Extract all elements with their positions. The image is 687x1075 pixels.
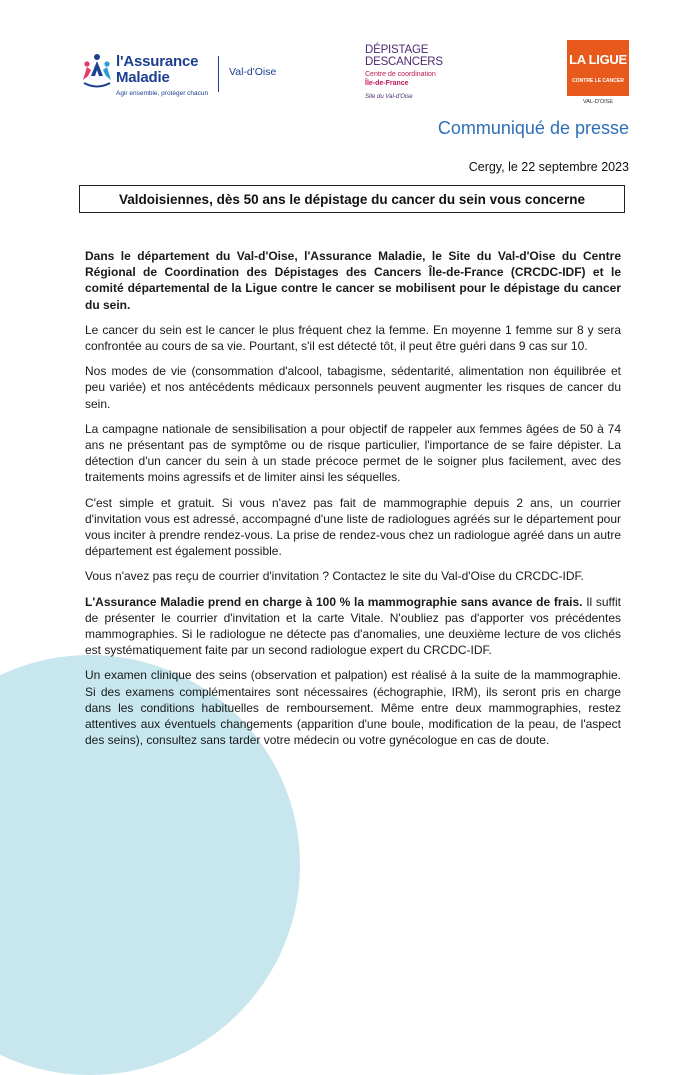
ligue-contre-cancer-logo xyxy=(567,40,629,96)
depistage-line1: DÉPISTAGE xyxy=(365,44,429,56)
paragraph-7: Un examen clinique des seins (observation et palpation) est réalisé à la suite de la mammographie. Si des examens complémentaires sont nécessaires (échographie, IRM), ils seront pris en charge dans les conditions habituelles de remboursement. Même entre deux mammographies, restez attentives aux éventuels changements (apparition d'une boule, modification de la peau, de l'aspect des seins), consultez sans tarder votre médecin ou votre gynécologue en cas de doute. xyxy=(85,668,621,748)
assurance-department: Val-d'Oise xyxy=(229,66,277,78)
assurance-maladie-logo xyxy=(80,50,220,106)
date-line: Cergy, le 22 septembre 2023 xyxy=(468,160,629,174)
paragraph-5: Vous n'avez pas reçu de courrier d'invitation ? Contactez le site du Val-d'Oise du CRCDC-IDF. xyxy=(85,569,584,584)
intro-paragraph: Dans le département du Val-d'Oise, l'Assurance Maladie, le Site du Val-d'Oise du Centre Régional de Coordination des Dépistages des Cancers Île-de-France (CRCDC-IDF) et le comité départemental de la Ligue contre le cancer se mobilisent pour le dépistage du cancer du sein. xyxy=(85,249,621,312)
depistage-line4: Île-de-France xyxy=(365,80,409,87)
press-release-heading: Communiqué de presse xyxy=(437,118,629,138)
paragraph-4: C'est simple et gratuit. Si vous n'avez pas fait de mammographie depuis 2 ans, un courrier d'invitation vous est adressé, accompagné d'une liste de radiologues agréés sur le département pour vous inciter à prendre rendez-vous. La prise de rendez-vous chez un radiologue agréé dans un autre département est également possible. xyxy=(85,495,621,559)
assurance-name-line1: l'Assurance xyxy=(116,53,199,70)
document-title-text: Valdoisiennes, dès 50 ans le dépistage du cancer du sein vous concerne xyxy=(119,191,585,207)
logo-divider xyxy=(218,56,219,92)
depistage-cancers-logo xyxy=(365,44,485,104)
depistage-line2: DESCANCERS xyxy=(365,56,443,68)
ligue-name: LA LIGUE xyxy=(569,52,627,67)
paragraph-2: Nos modes de vie (consommation d'alcool, tabagisme, sédentarité, alimentation non équilibrée et peu variée) et nos antécédents médicaux personnels peuvent augmenter les risques de cancer du sein. xyxy=(85,364,621,411)
assurance-name-line2: Maladie xyxy=(116,69,170,86)
paragraph-6-bold: L'Assurance Maladie prend en charge à 100 % la mammographie sans avance de frais. xyxy=(85,594,583,609)
paragraph-1: Le cancer du sein est le cancer le plus fréquent chez la femme. En moyenne 1 femme sur 8 y sera confrontée au cours de sa vie. Pourtant, s'il est détecté tôt, il peut être guéri dans 9 cas sur 10. xyxy=(85,322,621,354)
paragraph-3: La campagne nationale de sensibilisation a pour objectif de rappeler aux femmes âgées de 50 à 74 ans ne présentant pas de symptôme ou de risque particulier, l'importance de se faire dépister. La détection d'un cancer du sein à un stade précoce permet de le soigner plus facilement, avec des traitements moins agressifs et de limiter ainsi les séquelles. xyxy=(85,421,621,485)
assurance-maladie-emblem-icon xyxy=(80,50,114,92)
depistage-line3: Centre de coordination xyxy=(365,71,436,78)
ligue-department: VAL-D'OISE xyxy=(583,99,613,105)
assurance-tagline: Agir ensemble, protéger chacun xyxy=(116,90,209,97)
paragraph-6-rest: Il suffit de présenter le courrier d'invitation et la carte Vitale. N'oubliez pas d'apporter vos précédentes mammographies. Si le radiologue ne détecte pas d'anomalies, une deuxième lecture de vos clichés est systématiquement faite par un second radiologue expert du CRCDC-IDF. xyxy=(85,594,621,658)
assurance-maladie-name xyxy=(116,54,198,86)
paragraph-6 xyxy=(85,594,621,659)
depistage-line5: Site du Val-d'Oise xyxy=(365,94,413,100)
document-title xyxy=(79,185,625,213)
ligue-subtitle: CONTRE LE CANCER xyxy=(572,78,624,84)
document-body xyxy=(85,248,621,757)
